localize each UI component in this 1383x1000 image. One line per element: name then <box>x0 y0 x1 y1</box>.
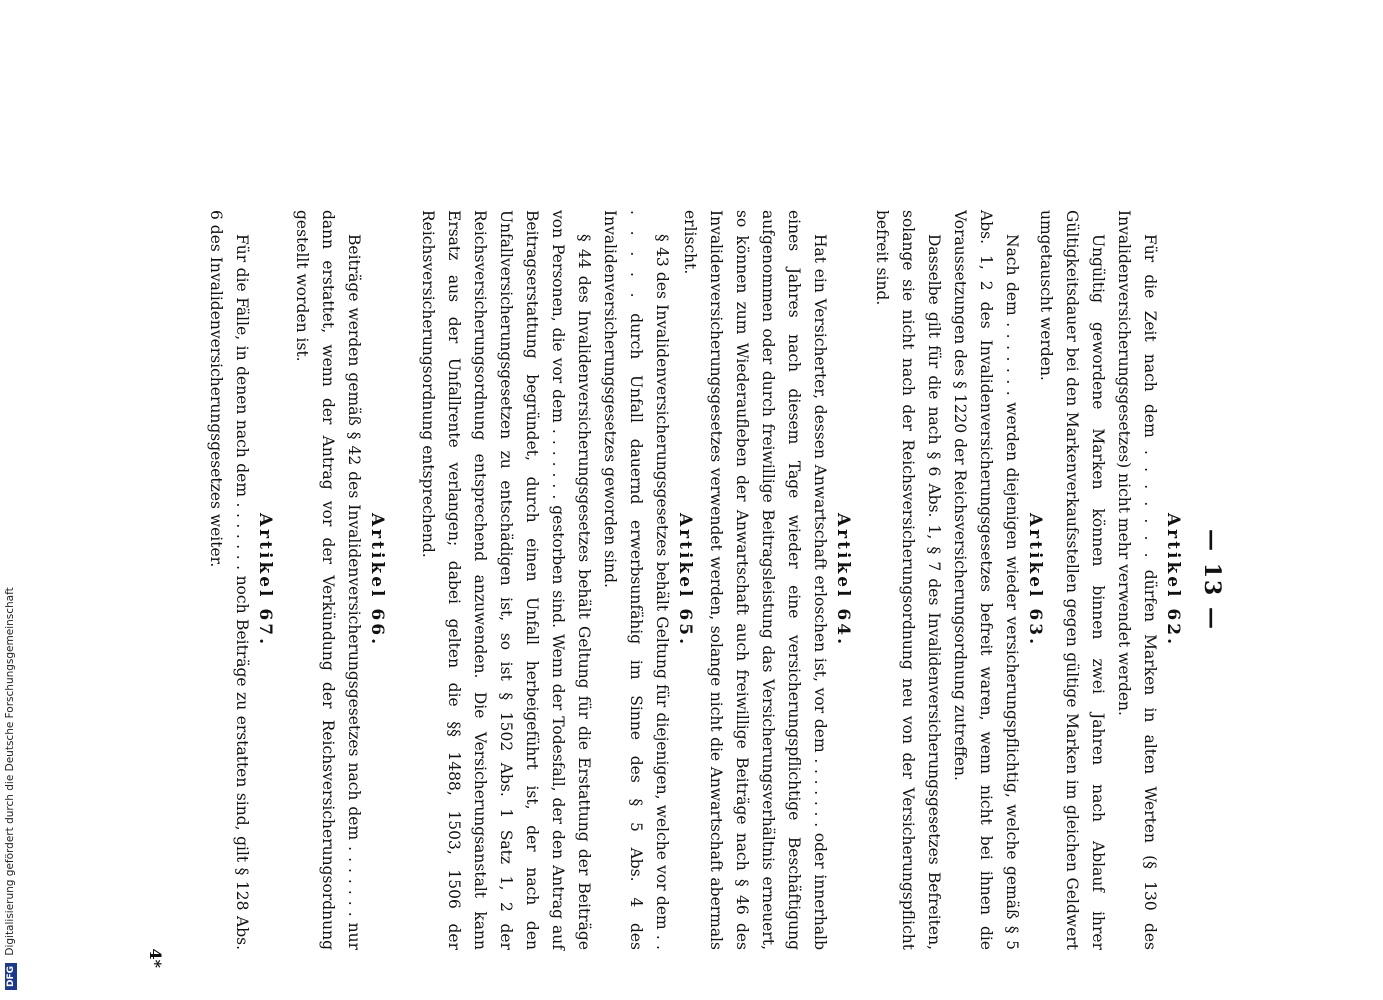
signature-mark: 4* <box>146 948 165 968</box>
footer-text: Digitalisierung gefördert durch die Deutsche Forschungsgemeinschaft <box>4 587 16 956</box>
article-67-paragraph-1: Für die Fälle, in denen nach dem . . . . . . . noch Beiträge zu erstatten sind, gilt § 128 Abs. 6 des Invalidenversicherungsgesetzes weiter. <box>207 210 251 950</box>
article-65-paragraph-2: § 44 des Invalidenversicherungsgesetzes behält Geltung für die Erstattung der Beiträge von Personen, die vor dem . . . . . . . gestorben sind. Wenn der Todesfall, der den Antrag auf Beitragserstattung begründet, durch einen Unfall herbeigeführt ist, der nach den Unfallversicherungsgesetzen zu entschädigen ist, so ist § 1502 Abs. 1 Satz 1, 2 der Reichsversicherungsordnung entsprechend anzuwenden. Die Versicherungsanstalt kann Ersatz aus der Unfallrente verlangen; dabei gelten die §§ 1488, 1503, 1506 der Reichsversicherungsordnung entsprechend. <box>419 210 593 950</box>
article-66 <box>289 210 387 950</box>
article-65-paragraph-1: § 43 des Invalidenversicherungsgesetzes behält Geltung für diejenigen, welche vor dem . . . . . . . durch Unfall dauernd erwerbsunfähig im Sinne des § 5 Abs. 4 des Invalidenversicherungsgesetzes geworden sind. <box>601 210 671 950</box>
digitization-footer <box>4 0 18 990</box>
article-62-paragraph-1: Für die Zeit nach dem . . . . . . . dürfen Marken in alten Werten (§ 130 des Invalidenversicherungsgesetzes) nicht mehr verwendet werden. <box>1115 210 1159 950</box>
article-63-paragraph-1: Nach dem . . . . . . . werden diejenigen wieder versicherungspflichtig, welche gemäß § 5 Abs. 1, 2 des Invalidenversicherungsgesetzes befreit waren, wenn nicht bei ihnen die Voraussetzungen des § 1220 der Reichsversicherungsordnung zutreffen. <box>951 210 1021 950</box>
article-66-heading: Artikel 66. <box>367 512 387 647</box>
article-63 <box>869 210 1045 950</box>
article-66-paragraph-1: Beiträge werden gemäß § 42 des Invalidenversicherungsgesetzes nach dem . . . . . . . nur dann erstattet, wenn der Antrag vor der Verkündung der Reichsversicherungsordnung gestellt worden ist. <box>293 210 363 950</box>
article-64 <box>677 210 853 950</box>
rotated-document-page <box>105 180 1225 980</box>
article-62-paragraph-2: Ungültig gewordene Marken können binnen zwei Jahren nach Ablauf ihrer Gültigkeitsdauer bei den Markenverkaufsstellen gegen gültige Marken im gleichen Geldwert umgetauscht werden. <box>1037 210 1107 950</box>
page-number: — 13 — <box>1199 529 1225 631</box>
article-65 <box>415 210 695 950</box>
article-67 <box>203 210 275 950</box>
dfg-logo: DFG <box>5 963 17 990</box>
article-64-heading: Artikel 64. <box>833 512 853 647</box>
article-62 <box>1033 210 1183 950</box>
article-63-paragraph-2: Dasselbe gilt für die nach § 6 Abs. 1, § 7 des Invalidenversicherungsgesetzes Befreiten, solange sie nicht nach der Reichsversicherungsordnung neu von der Versicherungspflicht befreit sind. <box>873 210 943 950</box>
article-65-heading: Artikel 65. <box>675 512 695 647</box>
article-62-heading: Artikel 62. <box>1163 512 1183 647</box>
article-63-heading: Artikel 63. <box>1025 512 1045 647</box>
article-67-heading: Artikel 67. <box>255 512 275 647</box>
article-64-paragraph-1: Hat ein Versicherter, dessen Anwartschaft erloschen ist, vor dem . . . . . . . oder innerhalb eines Jahres nach diesem Tage wieder eine versicherungspflichtige Beschäftigung aufgenommen oder durch freiwillige Beitragsleistung das Versicherungsverhältnis erneuert, so können zum Wiederaufleben der Anwartschaft auch freiwillige Beiträge nach § 46 des Invalidenversicherungsgesetzes verwendet werden, solange nicht die Anwartschaft abermals erlischt. <box>681 210 829 950</box>
